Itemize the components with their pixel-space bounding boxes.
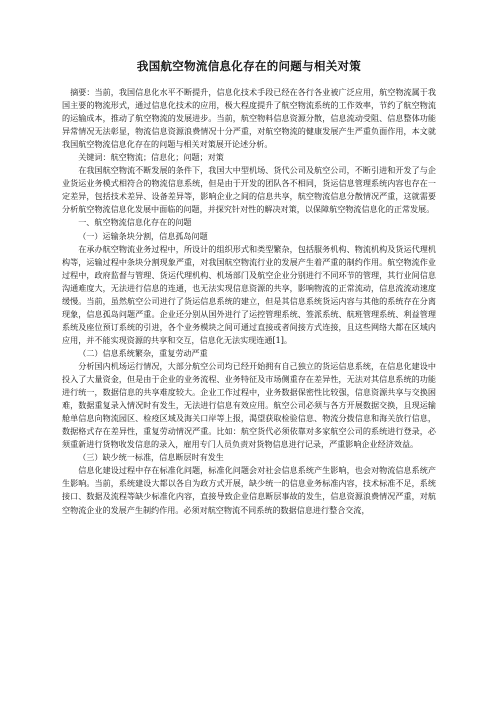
- intro-paragraph: 在我国航空物流不断发展的条件下，我国大中型机场、货代公司及航空公司，不断引进和开发了与企业货运业务模式相符合的物流信息系统，但是由于开发的团队各不相同，货运信息管理系统内容也存在一定差异，包括技术差异、设备差异等，影响企业之间的信息共享，航空物流信息分散情况严重，这就需要分析航空物流信息化发展中面临的问题，并探究针对性的解决对策，以保障航空物流信息化的正常发展。: [62, 165, 436, 215]
- subsection-paragraph-3: 信息化建设过程中存在标准化问题，标准化问题会对社会信息系统产生影响，也会对物流信息系统产生影响。当前，系统建设大都以各自为政方式开展，缺少统一的信息业务标准内容，技术标准不足，系统接口、数据及流程等缺少标准化内容，直接导致企业信息断层事故的发生，信息资源浪费情况严重，对航空物流企业的发展产生制约作用。必须对航空物流不同系统的数据信息进行整合交流，: [62, 465, 436, 515]
- subsection-paragraph-2: 分析国内机场运行情况，大部分航空公司均已经开始拥有自己独立的货运信息系统，在信息化建设中投入了大量资金，但是由于企业的业务流程、业务特征及市场侧重存在差异性，无法对其信息系统的功能进行统一，数据信息的共享难度较大。企业工作过程中，业务数据保密性比较强，信息资源共享与交换困难，数据重复录入情况时有发生，无法进行信息有效应用。航空公司必须与各方开展数据交换，且现运输舱单信息向物流园区、检疫区域及海关口岸等上报，渴望获取检验信息、物流分拨信息和海关放行信息，数据格式存在差异性，重复劳动情况严重。比如：航空货代必须依靠对多家航空公司的系统进行登录，必须重新进行货物收发信息的录入，雇用专门人员负责对货物信息进行记录，严重影响企业经济效益。: [62, 360, 436, 450]
- document-title: 我国航空物流信息化存在的问题与相关对策: [136, 59, 362, 73]
- subsection-heading-1: （一）运输条块分割，信息孤岛问题: [78, 230, 208, 241]
- section-heading-1: 一、航空物流信息化存在的问题: [78, 217, 192, 228]
- subsection-paragraph-1: 在承办航空物流业务过程中，所设计的组织形式和类型繁杂，包括服务机构、物流机构及货运代理机构等，运输过程中条块分割现象严重，对我国航空物流行业的发展产生着严重的制约作用。航空物流作业过程中，政府监督与管理、货运代理机构、机场部门及航空企业分别进行不同环节的管理，其行业间信息沟通难度大，无法进行信息的连通，也无法实现信息资源的共享，影响物流的正常流动，信息流流动速度缓慢。当前，虽然航空公司进行了货运信息系统的建立，但是其信息系统货运内容与其他的系统存在分离现象，信息孤岛问题严重。企业还分别从国外进行了运控管理系统、签派系统、航班管理系统、利益管理系统及座位预订系统的引进，各个业务模块之间可通过直接或者间接方式连接，且这些网络大都在区域内应用，并不能实现资源的共享和交互，信息化无法实现连通[1]。: [62, 243, 436, 345]
- abstract-paragraph: 摘要：当前，我国信息化水平不断提升，信息化技术手段已经在各行各业被广泛应用，航空物流属于我国主要的物流形式，通过信息化技术的应用，极大程度提升了航空物流系统的工作效率，节约了航空物流的运输成本，推动了航空物流的发展进步。当前，航空物料信息资源分散，信息流动受阻、信息整体功能异常情况无法彰显，物流信息资源浪费情况十分严重，对航空物流的健康发展产生严重负面作用，本文就我国航空物流信息化存在的问题与相关对策展开论述分析。: [62, 87, 436, 150]
- subsection-heading-3: （三）缺少统一标准，信息断层时有发生: [78, 452, 224, 463]
- keywords-line: 关键词：航空物流；信息化；问题；对策: [78, 152, 224, 163]
- subsection-heading-2: （二）信息系统繁杂，重复劳动严重: [78, 347, 208, 358]
